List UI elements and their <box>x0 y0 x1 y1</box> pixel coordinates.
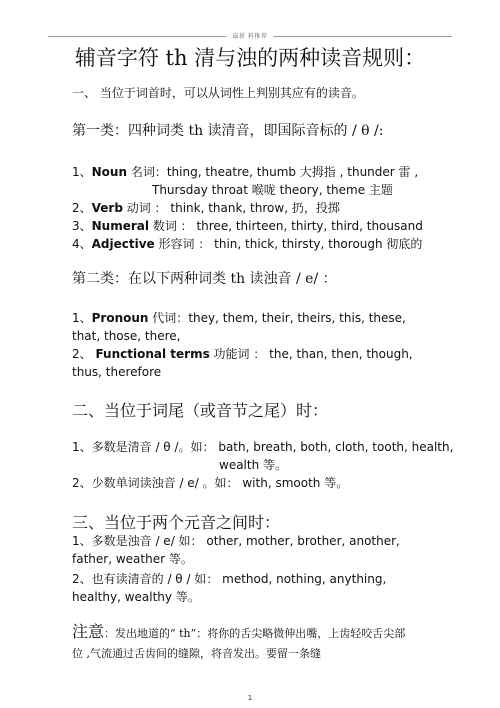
item-term: Pronoun <box>91 311 149 325</box>
page-title: 辅音字符 th 清与浊的两种读音规则： <box>74 46 426 70</box>
section1-text: 一、 当位于词首时，可以从词性上判别其应有的读音。 <box>72 86 364 100</box>
item-text: they, them, their, theirs, this, these, that, those, there, <box>72 311 406 343</box>
note-paragraph <box>72 622 410 664</box>
item-text: the, than, then, though, thus, therefore <box>72 347 413 379</box>
item-number: 1、 <box>72 311 92 325</box>
item-number: 1、 <box>72 165 92 179</box>
section2-line1-cont: wealth 等。 <box>219 458 288 472</box>
item-text: thin, thick, thirsty, thorough 彻底的 <box>210 237 423 251</box>
item-term: Verb <box>91 201 123 215</box>
class1-item-numeral <box>72 217 423 234</box>
item-cn: 功能词 ： <box>209 347 266 361</box>
item-text: think, thank, throw, 扔，投掷 <box>166 201 340 215</box>
class1-item-adjective <box>72 235 422 252</box>
section3-heading: 三、当位于两个元音之间时： <box>72 513 281 532</box>
class1-item-verb <box>72 199 340 216</box>
section2-line2: 2、少数单词读浊音 / e/ 。如： with, smooth 等。 <box>72 476 349 490</box>
page-number: 1 <box>247 694 253 702</box>
note-label: 注意 <box>72 622 105 641</box>
item-term: Noun <box>91 165 128 179</box>
item-cn: 数词 ： <box>149 219 193 233</box>
class1-heading: 第一类：四种词类 th 读清音，即国际音标的 / θ /: <box>72 123 384 139</box>
class2-heading: 第二类：在以下两种词类 th 读浊音 / e/ ： <box>72 271 337 287</box>
class1-item-noun-cont: Thursday throat 喉咙 theory, theme 主题 <box>152 183 393 197</box>
header-text: 最新 料推荐 <box>227 31 274 40</box>
class2-item-functional <box>72 345 424 381</box>
class2-item-pronoun <box>72 309 432 345</box>
item-cn: 动词 ： <box>122 201 167 215</box>
item-number: 2、 <box>72 347 96 361</box>
item-text: three, thirteen, thirty, third, thousand <box>192 219 423 233</box>
item-text: thing, theatre, thumb 大拇指 , thunder 雷 , <box>166 165 419 179</box>
item-cn: 形容词 ： <box>154 237 211 251</box>
item-term: Functional terms <box>95 347 210 361</box>
section2-line1: 1、多数是清音 / θ /。如： bath, breath, both, cloth, tooth, health, <box>72 440 454 454</box>
item-cn: 代词： <box>148 311 189 325</box>
class1-item-noun <box>72 163 418 180</box>
section2-heading: 二、当位于词尾（或音节之尾）时： <box>72 401 329 420</box>
item-number: 3、 <box>72 219 92 233</box>
section3-line2: 2、也有读清音的 / θ / 如： method, nothing, anything, healthy, wealthy 等。 <box>72 572 387 604</box>
item-cn: 名词： <box>127 165 167 179</box>
item-term: Adjective <box>91 237 155 251</box>
section3-line1: 1、多数是浊音 / e/ 如： other, mother, brother, another, father, weather 等。 <box>72 534 400 566</box>
item-number: 4、 <box>72 237 92 251</box>
note-text: ：发出地道的“ th”：将你的舌尖略微伸出嘴，上齿轻咬舌尖部位 ,气流通过舌齿间的缝隙，将音发出。要留一条缝 <box>72 627 406 660</box>
item-number: 2、 <box>72 201 92 215</box>
item-term: Numeral <box>91 219 149 233</box>
